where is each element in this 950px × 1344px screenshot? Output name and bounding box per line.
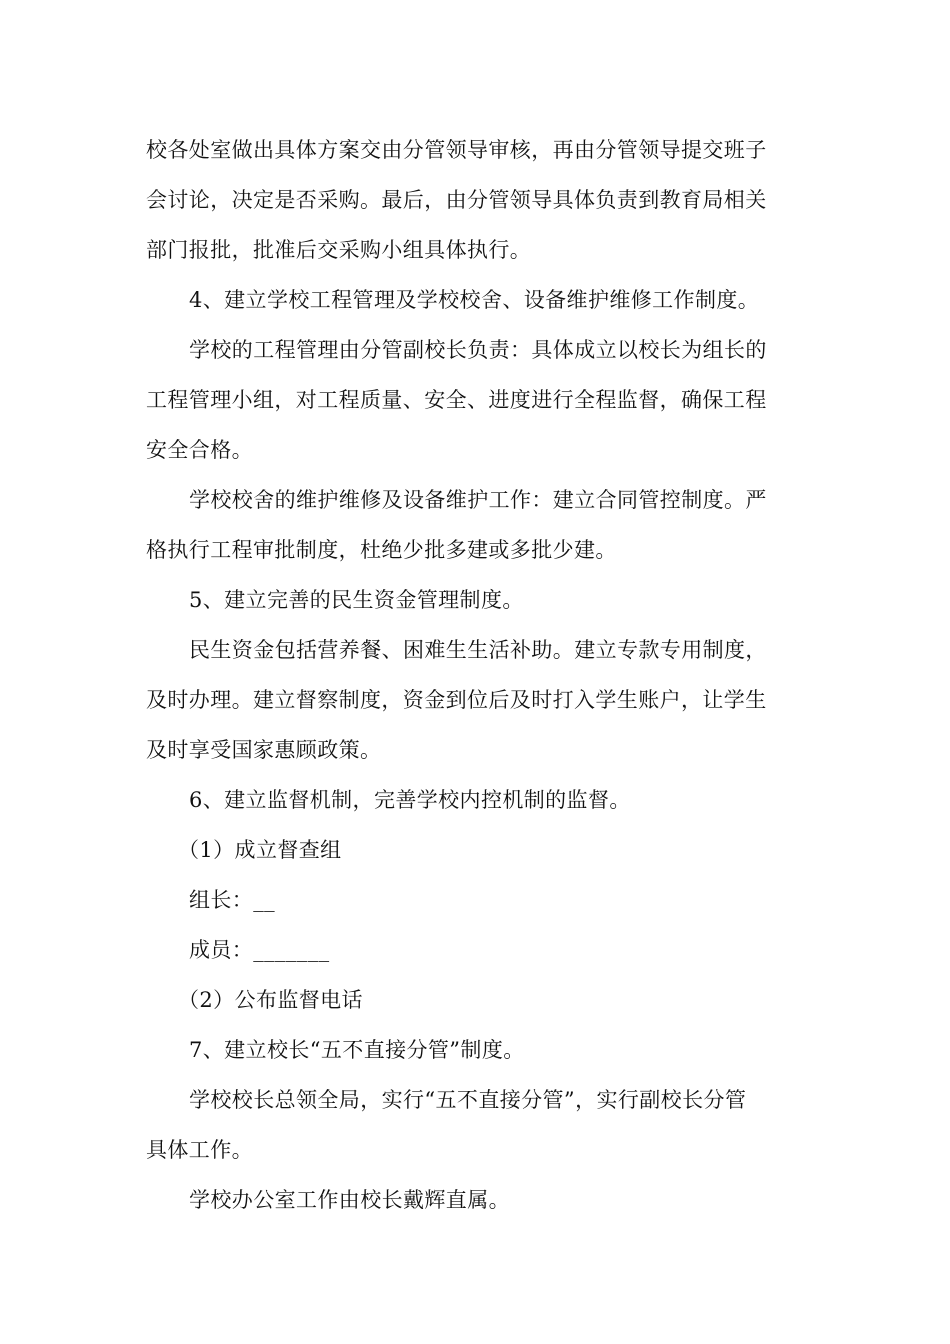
section-heading-4: [146, 275, 806, 325]
text-line: 部门报批，批准后交采购小组具体执行。: [146, 238, 532, 262]
text-line: 组长：__: [189, 888, 275, 912]
text-line: 成员：_______: [189, 938, 330, 962]
text-line: 学校办公室工作由校长戴辉直属。: [189, 1188, 510, 1212]
text-line: 及时享受国家惠顾政策。: [146, 738, 382, 762]
paragraph-livelihood-funds: [146, 625, 806, 775]
paragraph-engineering-management: [146, 325, 806, 475]
text-line: 5、建立完善的民生资金管理制度。: [189, 588, 524, 612]
members-line: [146, 925, 806, 975]
paragraph-building-maintenance: [146, 475, 806, 575]
text-line: 工程管理小组，对工程质量、安全、进度进行全程监督，确保工程: [146, 388, 767, 412]
text-line: 安全合格。: [146, 438, 253, 462]
text-line: 学校校长总领全局，实行“五不直接分管”，实行副校长分管: [189, 1088, 747, 1112]
paragraph-principal-overall: [146, 1075, 806, 1175]
group-leader-line: [146, 875, 806, 925]
paragraph-procurement-continuation: [146, 125, 806, 275]
section-heading-6: [146, 775, 806, 825]
text-line: 校各处室做出具体方案交由分管领导审核，再由分管领导提交班子: [146, 138, 767, 162]
text-line: 学校校舍的维护维修及设备维护工作：建立合同管控制度。严: [189, 488, 767, 512]
text-line: （1）成立督查组: [178, 838, 342, 862]
section-heading-7: [146, 1025, 806, 1075]
text-line: 格执行工程审批制度，杜绝少批多建或多批少建。: [146, 538, 617, 562]
section-heading-5: [146, 575, 806, 625]
text-line: 学校的工程管理由分管副校长负责：具体成立以校长为组长的: [189, 338, 767, 362]
text-line: 6、建立监督机制，完善学校内控机制的监督。: [189, 788, 631, 812]
text-line: 7、建立校长“五不直接分管”制度。: [189, 1038, 525, 1062]
text-line: 民生资金包括营养餐、困难生生活补助。建立专款专用制度，: [189, 638, 767, 662]
list-item-supervision-phone: [178, 975, 838, 1025]
text-line: 及时办理。建立督察制度，资金到位后及时打入学生账户，让学生: [146, 688, 767, 712]
text-line: 会讨论，决定是否采购。最后，由分管领导具体负责到教育局相关: [146, 188, 767, 212]
text-line: 具体工作。: [146, 1138, 253, 1162]
text-line: （2）公布监督电话: [178, 988, 363, 1012]
text-line: 4、建立学校工程管理及学校校舍、设备维护维修工作制度。: [189, 288, 760, 312]
list-item-inspection-group: [178, 825, 838, 875]
paragraph-office-direct: [146, 1175, 806, 1225]
